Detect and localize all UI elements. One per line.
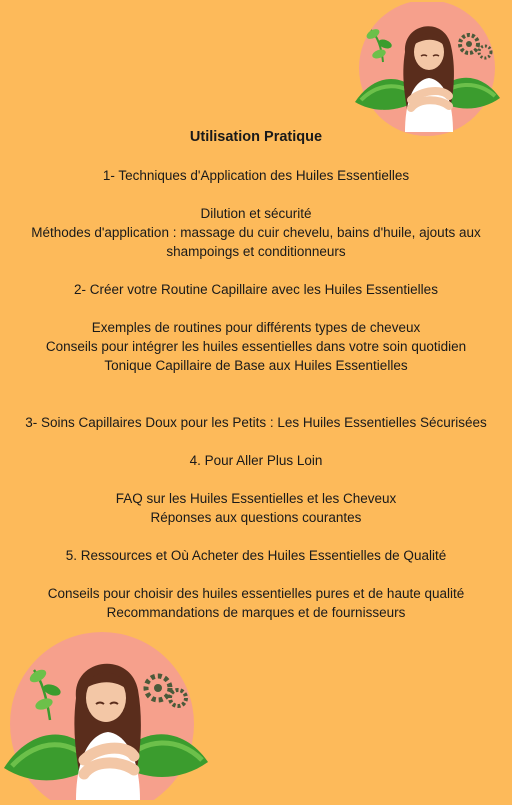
section-line: Conseils pour choisir des huiles essentielles pures et de haute qualité — [47, 586, 465, 601]
section-heading: 5. Ressources et Où Acheter des Huiles Essentielles de Qualité — [65, 548, 447, 563]
section-line: Exemples de routines pour différents types de cheveux — [91, 320, 421, 335]
page-title: Utilisation Pratique — [189, 129, 323, 145]
section-line: Tonique Capillaire de Base aux Huiles Essentielles — [104, 358, 408, 373]
section-line: Dilution et sécurité — [200, 206, 312, 221]
section-line: Réponses aux questions courantes — [150, 510, 362, 525]
self-care-illustration-bottom — [2, 628, 212, 800]
section-line: Méthodes d'application : massage du cuir chevelu, bains d'huile, ajouts aux — [31, 225, 481, 240]
section-heading: 1- Techniques d'Application des Huiles Essentielles — [102, 168, 410, 183]
woman-hugging-icon — [345, 2, 510, 142]
self-care-illustration-top — [345, 2, 510, 142]
woman-hugging-icon — [2, 628, 212, 800]
section-line: FAQ sur les Huiles Essentielles et les Cheveux — [115, 491, 397, 506]
document-body — [0, 128, 512, 622]
section-heading: 2- Créer votre Routine Capillaire avec les Huiles Essentielles — [74, 282, 438, 297]
section-line: Recommandations de marques et de fournisseurs — [106, 605, 406, 620]
section-line: Conseils pour intégrer les huiles essentielles dans votre soin quotidien — [45, 339, 467, 354]
section-line: shampoings et conditionneurs — [166, 244, 346, 259]
section-heading: 3- Soins Capillaires Doux pour les Petits : Les Huiles Essentielles Sécurisées — [25, 415, 487, 430]
section-heading: 4. Pour Aller Plus Loin — [189, 453, 323, 468]
